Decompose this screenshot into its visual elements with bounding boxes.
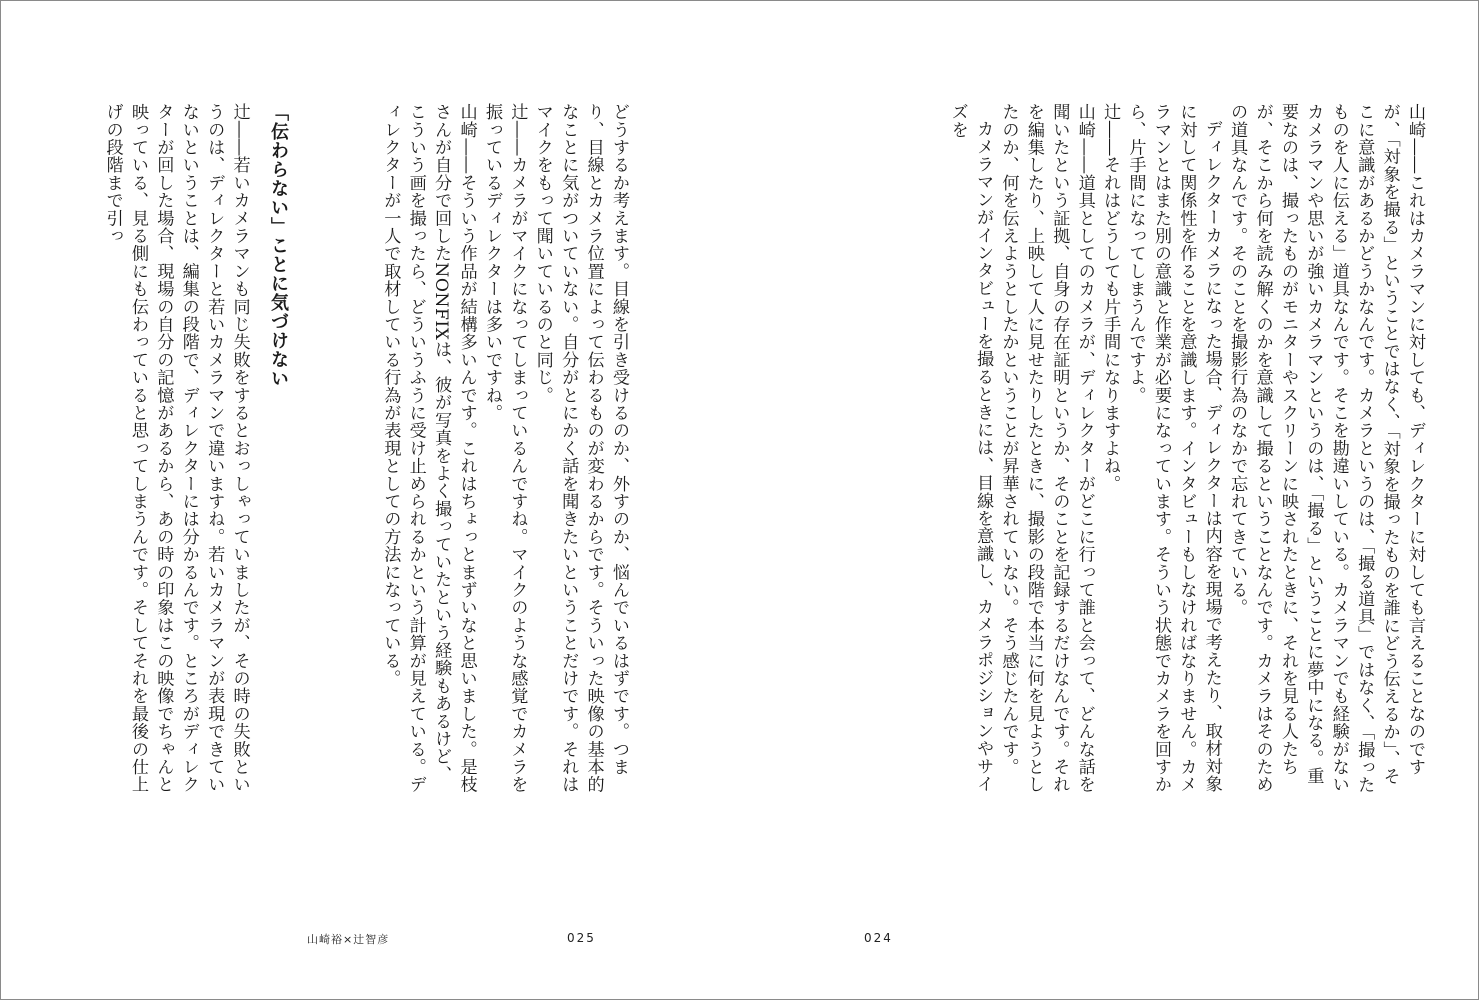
paragraph: 山崎――道具としてのカメラが、ディレクターがどこに行って誰と会って、どんな話を聞いたという証拠、自身の存在証明というか、そのことを記録するだけなんです。それを編集したり、上映して人に見せたりしたときに、撮影の段階で本当に何を見ようとしたのか、何を伝えようとしたかということが昇華されていない。そう感じたんです。 <box>998 103 1095 794</box>
page-024 <box>740 1 1478 999</box>
paragraph: どうするか考えます。目線を引き受けるのか、外すのか、悩んでいるはずです。つまり、目線とカメラ位置によって伝わるものが変わるからです。そういった映像の基本的なことに気がついていない。自分がとにかく話を聞きたいということだけです。それはマイクをもって聞いているのと同じ。 <box>532 103 629 794</box>
page-number: 025 <box>567 931 596 945</box>
paragraph: 辻――それはどうしても片手間になりますよね。 <box>1100 103 1121 493</box>
paragraph: ディレクターカメラになった場合、ディレクターは内容を現場で考えたり、取材対象に対して関係性を作ることを意識します。インタビューもしなければなりません。カメラマンとはまた別の意識と作業が必要になっています。そういう状態でカメラを回すから、片手間になってしまうんですよ。 <box>1125 103 1222 794</box>
paragraph: 山崎――これはカメラマンに対しても、ディレクターに対しても言えることなのですが、「対象を撮る」ということではなく、「対象を撮ったものを誰にどう伝えるか」、そこに意識があるかどうかなんです。カメラというのは、「撮る道具」ではなく、「撮ったものを人に伝える」道具なんです。そこを勘違いしている。カメラマンでも経験がないカメラマンや思いが強いカメラマンというのは、「撮る」ということに夢中になる。重要なのは、撮ったものがモニターやスクリーンに映されたときに、それを見る人たちが、そこから何を読み解くのかを意識して撮るということなんです。カメラはそのための道具なんです。そのことを撮影行為のなかで忘れてきている。 <box>1227 103 1425 794</box>
body-text-block-section <box>71 103 291 795</box>
running-head: 山崎裕×辻智彦 <box>307 933 390 946</box>
body-text-block <box>847 103 1427 795</box>
section-heading: 「伝わらない」ことに気づけない <box>268 103 289 388</box>
paragraph: 辻――カメラがマイクになってしまっているんですね。マイクのような感覚でカメラを振っているディレクターは多いですね。 <box>481 103 528 794</box>
paragraph: 辻――若いカメラマンも同じ失敗をするとおっしゃっていましたが、その時の失敗というのは、ディレクターと若いカメラマンで違いますね。若いカメラマンが表現できていないということは、編集の段階で、ディレクターには分かるんです。ところがディレクターが回した場合、現場の自分の記憶があるから、あの時の印象はこの映像でちゃんと映っている、見る側にも伝わっていると思ってしまうんです。そしてそれを最後の仕上げの段階まで引っ <box>102 103 250 794</box>
paragraph: 山崎――そういう作品が結構多いんです。これはちょっとまずいなと思いました。是枝さんが自分で回したNONFIXは、彼が写真をよく撮っていたという経験もあるけど、こういう画を撮ったら、どういうふうに受け止められるかという計算が見えている。ディレクターが一人で取材している行為が表現としての方法になっている。 <box>380 103 477 794</box>
page-025 <box>1 1 739 999</box>
body-text-block-upper <box>301 103 631 795</box>
paragraph: カメラマンがインタビューを撮るときには、目線を意識し、カメラポジションやサイズを <box>947 103 994 793</box>
page-number: 024 <box>864 931 893 945</box>
